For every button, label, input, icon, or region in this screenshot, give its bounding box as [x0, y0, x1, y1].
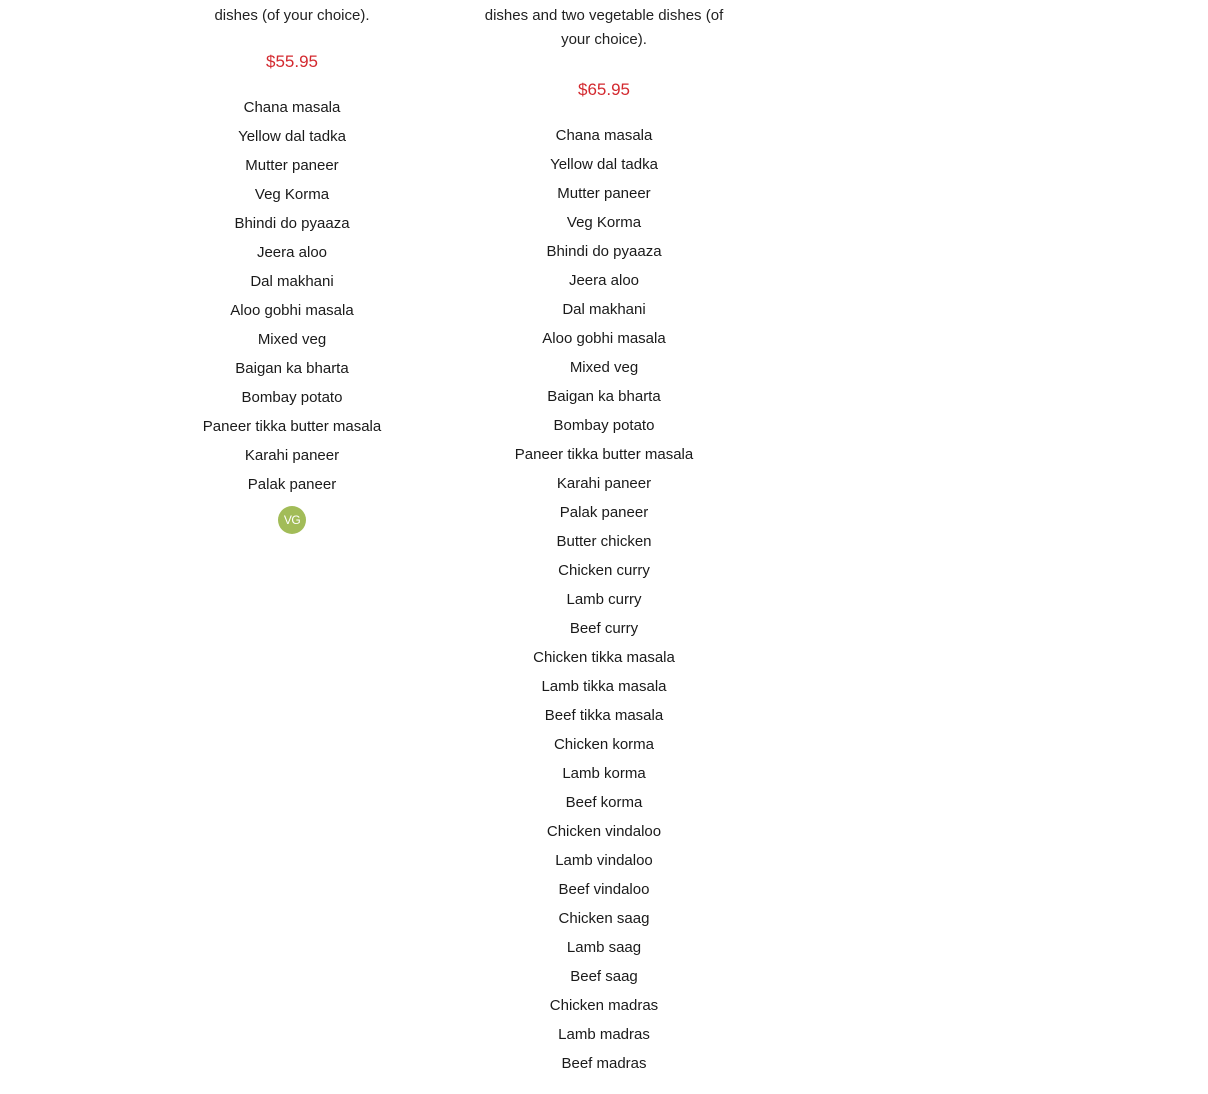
- dish-item: Butter chicken: [556, 533, 652, 550]
- dish-item: Yellow dal tadka: [238, 128, 346, 145]
- package-description: [160, 0, 424, 28]
- dish-item: Chicken saag: [558, 910, 650, 927]
- dish-item: Chana masala: [243, 99, 341, 116]
- dish-item: Lamb madras: [558, 1026, 650, 1043]
- dish-item: Chicken tikka masala: [533, 649, 675, 666]
- dish-item: Paneer tikka butter masala: [514, 446, 694, 463]
- dish-item: Bhindi do pyaaza: [546, 243, 662, 260]
- dish-item: Karahi paneer: [244, 447, 340, 464]
- dish-item: Beef curry: [569, 620, 639, 637]
- dish-item: Dal makhani: [250, 273, 334, 290]
- package-price: $55.95: [266, 52, 318, 71]
- dish-item: Baigan ka bharta: [547, 388, 661, 405]
- mixed-package-column: [472, 0, 736, 1084]
- dish-item: Baigan ka bharta: [235, 360, 349, 377]
- dish-item: Lamb curry: [566, 591, 642, 608]
- description-line: dishes and two vegetable dishes (of: [484, 7, 724, 24]
- package-price: $65.95: [578, 80, 630, 99]
- dish-item: Jeera aloo: [256, 244, 328, 261]
- dish-item: Paneer tikka butter masala: [202, 418, 382, 435]
- dish-list: [160, 99, 424, 505]
- dish-item: Chicken madras: [549, 997, 659, 1014]
- vegetarian-badge-icon: VG: [278, 506, 306, 534]
- dish-item: Lamb tikka masala: [541, 678, 667, 695]
- dish-item: Veg Korma: [254, 186, 330, 203]
- dish-item: Mixed veg: [257, 331, 327, 348]
- dish-item: Bombay potato: [241, 389, 343, 406]
- dish-item: Aloo gobhi masala: [230, 302, 354, 319]
- dish-item: Chicken vindaloo: [546, 823, 662, 840]
- dish-item: Aloo gobhi masala: [542, 330, 666, 347]
- dish-item: Beef madras: [561, 1055, 647, 1072]
- dish-item: Beef korma: [565, 794, 643, 811]
- dish-item: Mixed veg: [569, 359, 639, 376]
- dish-item: Dal makhani: [562, 301, 646, 318]
- dish-item: Yellow dal tadka: [550, 156, 658, 173]
- dish-item: Palak paneer: [559, 504, 649, 521]
- dish-item: Mutter paneer: [557, 185, 651, 202]
- dish-item: Beef tikka masala: [544, 707, 664, 724]
- dish-item: Lamb saag: [566, 939, 642, 956]
- dish-item: Karahi paneer: [556, 475, 652, 492]
- description-line: your choice).: [561, 31, 647, 48]
- dish-item: Bhindi do pyaaza: [234, 215, 350, 232]
- dish-item: Jeera aloo: [568, 272, 640, 289]
- dish-item: Beef vindaloo: [558, 881, 650, 898]
- description-line: dishes (of your choice).: [214, 7, 370, 24]
- dish-list: [472, 127, 736, 1084]
- dish-item: Lamb korma: [562, 765, 646, 782]
- dish-item: Lamb vindaloo: [555, 852, 653, 869]
- dish-item: Chicken curry: [558, 562, 650, 579]
- dish-item: Bombay potato: [553, 417, 655, 434]
- package-description: [472, 0, 736, 52]
- dish-item: Chicken korma: [553, 736, 655, 753]
- dish-item: Veg Korma: [566, 214, 642, 231]
- dish-item: Mutter paneer: [245, 157, 339, 174]
- dish-item: Chana masala: [555, 127, 653, 144]
- dish-item: Beef saag: [570, 968, 638, 985]
- dish-item: Palak paneer: [247, 476, 337, 493]
- veg-package-column: [160, 0, 424, 534]
